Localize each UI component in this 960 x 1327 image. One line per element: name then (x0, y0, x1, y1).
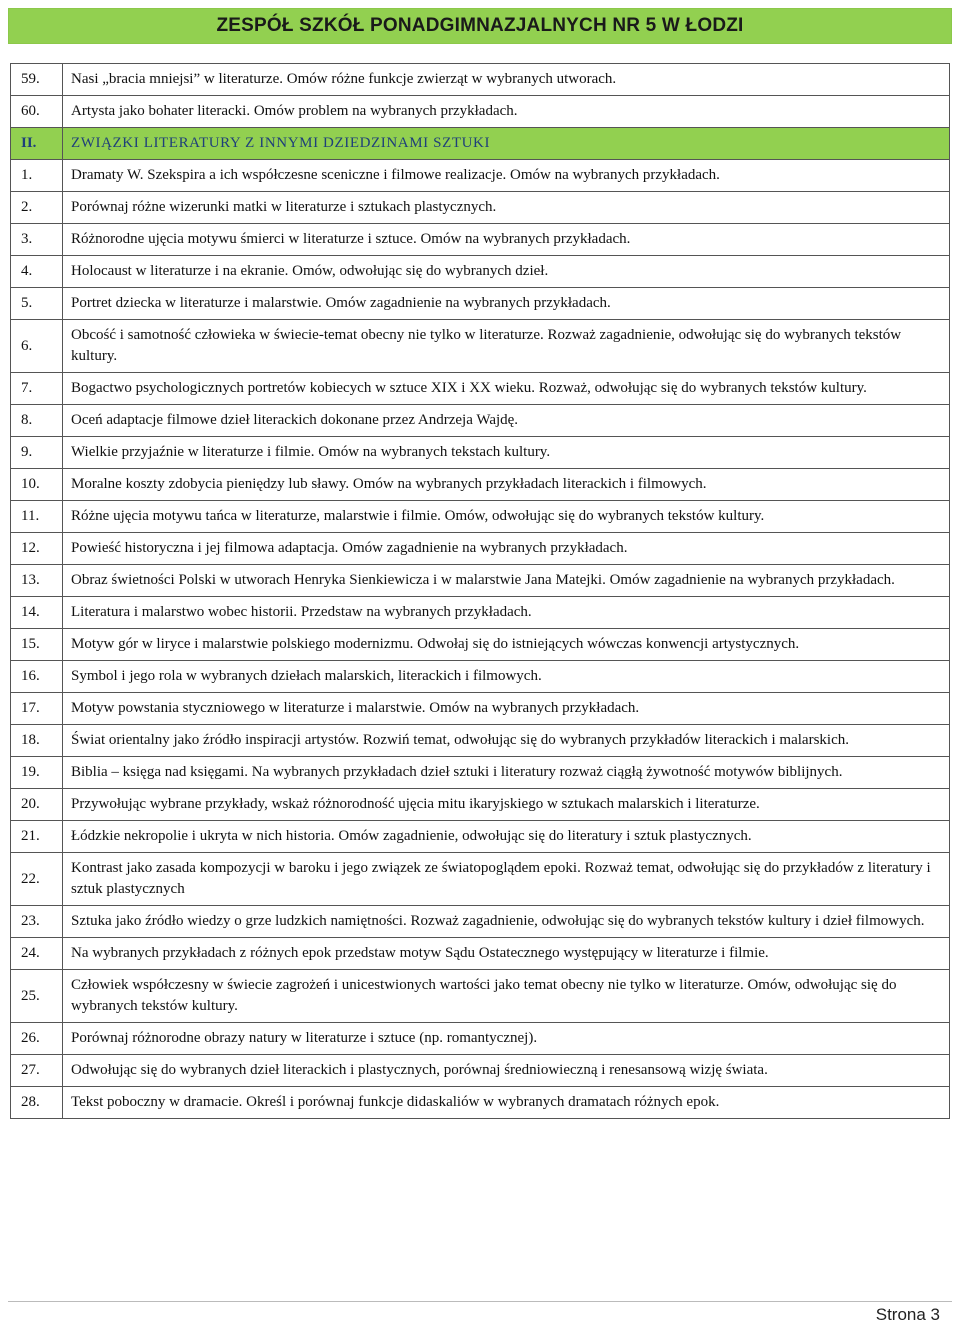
topic-row (11, 320, 950, 373)
topic-text: Różne ujęcia motywu tańca w literaturze, malarstwie i filmie. Omów, odwołując się do wybranych tekstów kultury. (63, 501, 950, 533)
topic-text: Biblia – księga nad księgami. Na wybranych przykładach dzieł sztuki i literatury rozważ ciągłą żywotność motywów biblijnych. (63, 757, 950, 789)
topic-number: 16. (11, 661, 63, 693)
topic-number: 5. (11, 288, 63, 320)
topic-text: Świat orientalny jako źródło inspiracji artystów. Rozwiń temat, odwołując się do wybranych przykładów literackich i malarskich. (63, 725, 950, 757)
topic-row (11, 373, 950, 405)
topic-number: 1. (11, 160, 63, 192)
topic-text: Symbol i jego rola w wybranych dziełach malarskich, literackich i filmowych. (63, 661, 950, 693)
topic-number: 59. (11, 64, 63, 96)
topic-number: 28. (11, 1087, 63, 1119)
topic-row (11, 437, 950, 469)
topic-row (11, 96, 950, 128)
topic-text: Odwołując się do wybranych dzieł literackich i plastycznych, porównaj średniowieczną i renesansową wizję świata. (63, 1055, 950, 1087)
topic-text: Obcość i samotność człowieka w świecie-temat obecny nie tylko w literaturze. Rozważ zagadnienie, odwołując się do wybranych tekstów kultury. (63, 320, 950, 373)
topic-number: 10. (11, 469, 63, 501)
topic-text: Różnorodne ujęcia motywu śmierci w literaturze i sztuce. Omów na wybranych przykładach. (63, 224, 950, 256)
topic-text: Literatura i malarstwo wobec historii. Przedstaw na wybranych przykładach. (63, 597, 950, 629)
topic-text: Porównaj różnorodne obrazy natury w literaturze i sztuce (np. romantycznej). (63, 1023, 950, 1055)
topic-row (11, 501, 950, 533)
topic-text: Człowiek współczesny w świecie zagrożeń i unicestwionych wartości jako temat obecny nie tylko w literaturze. Omów, odwołując się do wybranych tekstów kultury. (63, 970, 950, 1023)
section-number: II. (11, 128, 63, 160)
topic-text: Przywołując wybrane przykłady, wskaż różnorodność ujęcia mitu ikaryjskiego w sztukach malarskich i literaturze. (63, 789, 950, 821)
topic-text: Bogactwo psychologicznych portretów kobiecych w sztuce XIX i XX wieku. Rozważ, odwołując się do wybranych tekstów kultury. (63, 373, 950, 405)
topic-row (11, 256, 950, 288)
topic-number: 7. (11, 373, 63, 405)
topic-number: 9. (11, 437, 63, 469)
topic-number: 3. (11, 224, 63, 256)
topic-number: 17. (11, 693, 63, 725)
topic-text: Tekst poboczny w dramacie. Określ i porównaj funkcje didaskaliów w wybranych dramatach różnych epok. (63, 1087, 950, 1119)
topic-text: Wielkie przyjaźnie w literaturze i filmie. Omów na wybranych tekstach kultury. (63, 437, 950, 469)
topic-row (11, 970, 950, 1023)
topic-number: 25. (11, 970, 63, 1023)
topic-number: 26. (11, 1023, 63, 1055)
topic-row (11, 725, 950, 757)
topic-number: 11. (11, 501, 63, 533)
topic-row (11, 469, 950, 501)
topic-text: Obraz świetności Polski w utworach Henryka Sienkiewicza i w malarstwie Jana Matejki. Omów zagadnienie na wybranych przykładach. (63, 565, 950, 597)
topic-number: 8. (11, 405, 63, 437)
topic-text: Holocaust w literaturze i na ekranie. Omów, odwołując się do wybranych dzieł. (63, 256, 950, 288)
topic-row (11, 192, 950, 224)
topic-row (11, 533, 950, 565)
topic-row (11, 629, 950, 661)
topic-row (11, 288, 950, 320)
topic-number: 14. (11, 597, 63, 629)
topic-row (11, 160, 950, 192)
page-number: Strona 3 (875, 1305, 940, 1324)
topic-text: Moralne koszty zdobycia pieniędzy lub sławy. Omów na wybranych przykładach literackich i filmowych. (63, 469, 950, 501)
topic-text: Sztuka jako źródło wiedzy o grze ludzkich namiętności. Rozważ zagadnienie, odwołując się do wybranych tekstów kultury i dzieł filmowych. (63, 906, 950, 938)
topic-row (11, 1055, 950, 1087)
topic-row (11, 224, 950, 256)
topic-text: Oceń adaptacje filmowe dzieł literackich dokonane przez Andrzeja Wajdę. (63, 405, 950, 437)
topic-number: 13. (11, 565, 63, 597)
topic-text: Łódzkie nekropolie i ukryta w nich historia. Omów zagadnienie, odwołując się do literatury i sztuk plastycznych. (63, 821, 950, 853)
topic-row (11, 405, 950, 437)
topic-row (11, 64, 950, 96)
school-header-band (8, 8, 952, 44)
topic-number: 2. (11, 192, 63, 224)
topic-number: 15. (11, 629, 63, 661)
topic-number: 12. (11, 533, 63, 565)
topic-text: Portret dziecka w literaturze i malarstwie. Omów zagadnienie na wybranych przykładach. (63, 288, 950, 320)
topic-number: 19. (11, 757, 63, 789)
topic-number: 6. (11, 320, 63, 373)
topic-text: Motyw powstania styczniowego w literaturze i malarstwie. Omów na wybranych przykładach. (63, 693, 950, 725)
section-heading-row (11, 128, 950, 160)
topic-row (11, 565, 950, 597)
topic-text: Artysta jako bohater literacki. Omów problem na wybranych przykładach. (63, 96, 950, 128)
topic-number: 24. (11, 938, 63, 970)
topic-text: Kontrast jako zasada kompozycji w baroku i jego związek ze światopoglądem epoki. Rozważ temat, odwołując się do przykładów z literatury i sztuk plastycznych (63, 853, 950, 906)
topic-row (11, 693, 950, 725)
topic-text: Dramaty W. Szekspira a ich współczesne sceniczne i filmowe realizacje. Omów na wybranych przykładach. (63, 160, 950, 192)
topic-number: 18. (11, 725, 63, 757)
topic-number: 23. (11, 906, 63, 938)
topic-row (11, 853, 950, 906)
topic-row (11, 821, 950, 853)
topic-number: 20. (11, 789, 63, 821)
topic-row (11, 906, 950, 938)
topic-number: 4. (11, 256, 63, 288)
section-title: ZWIĄZKI LITERATURY Z INNYMI DZIEDZINAMI SZTUKI (63, 128, 950, 160)
topic-number: 27. (11, 1055, 63, 1087)
topic-number: 22. (11, 853, 63, 906)
topic-row (11, 1087, 950, 1119)
topic-number: 60. (11, 96, 63, 128)
topic-text: Nasi „bracia mniejsi” w literaturze. Omów różne funkcje zwierząt w wybranych utworach. (63, 64, 950, 96)
footer-divider (8, 1301, 952, 1302)
school-header-title: ZESPÓŁ SZKÓŁ PONADGIMNAZJALNYCH NR 5 W ŁODZI (216, 15, 744, 36)
topic-row (11, 789, 950, 821)
topic-number: 21. (11, 821, 63, 853)
topic-row (11, 661, 950, 693)
topic-row (11, 757, 950, 789)
topic-text: Motyw gór w liryce i malarstwie polskiego modernizmu. Odwołaj się do istniejących wówczas konwencji artystycznych. (63, 629, 950, 661)
topic-text: Porównaj różne wizerunki matki w literaturze i sztukach plastycznych. (63, 192, 950, 224)
topics-table (10, 63, 950, 1119)
topic-row (11, 938, 950, 970)
topics-table-body (11, 64, 950, 1119)
topic-text: Powieść historyczna i jej filmowa adaptacja. Omów zagadnienie na wybranych przykładach. (63, 533, 950, 565)
topic-row (11, 1023, 950, 1055)
topic-text: Na wybranych przykładach z różnych epok przedstaw motyw Sądu Ostatecznego występujący w literaturze i filmie. (63, 938, 950, 970)
topic-row (11, 597, 950, 629)
